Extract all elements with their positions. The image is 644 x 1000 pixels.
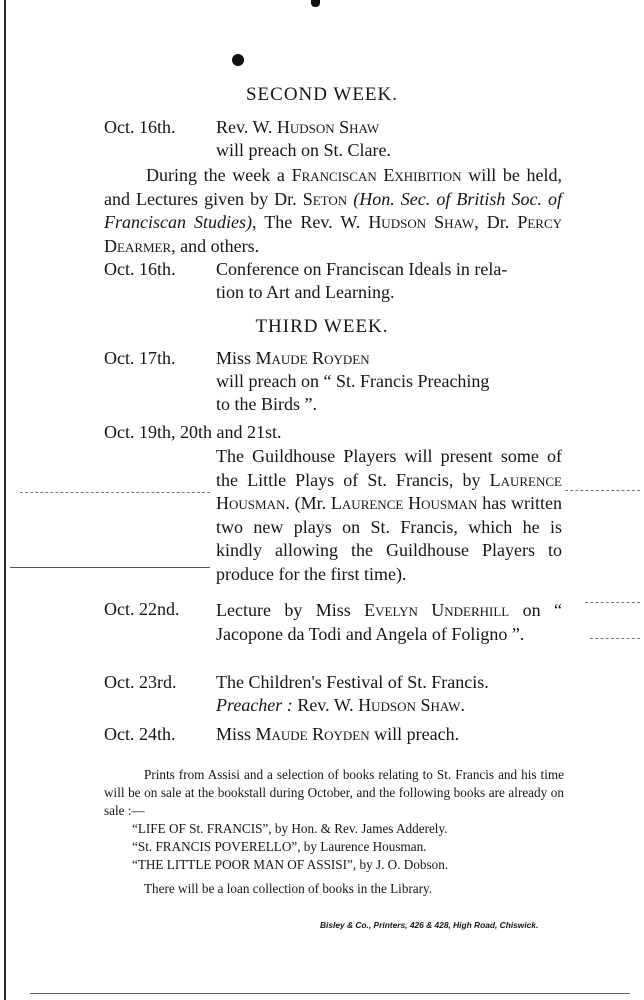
guildhouse-players-paragraph xyxy=(216,445,562,586)
exhibition-paragraph xyxy=(104,164,562,258)
players-text-c: has written two new plays on St. Francis, which he is kindly allowing the Guildhouse Players to produce for the first time). xyxy=(216,493,562,584)
exhibition-text-d: , The Rev. W. xyxy=(252,212,369,232)
prints-notice: Prints from Assisi and a selection of books relating to St. Francis and his time will be on sale at the bookstall during October, and the following books are already on sale :— xyxy=(104,767,564,818)
oct22-text-a: Lecture by Miss xyxy=(216,600,365,620)
oct23-date-label: Oct. 23rd. xyxy=(104,672,177,692)
oct24-miss-text: Miss xyxy=(216,724,256,744)
exhibition-text-a: During the week a xyxy=(146,165,292,185)
oct16-conference-date: Oct. 16th. xyxy=(104,259,176,279)
left-edge-rule xyxy=(4,0,6,1000)
oct24-preach-line xyxy=(216,724,459,745)
oct17-birds-line: to the Birds ”. xyxy=(216,394,317,414)
exhibition-title: Franciscan Exhibition xyxy=(291,165,462,185)
laurence-housman-name: Laurence Housman xyxy=(216,469,562,513)
oct17-date-label: Oct. 17th. xyxy=(104,348,176,368)
exhibition-text-b: will be held, and Lectures given by Dr. xyxy=(104,165,563,209)
conference-line-2: tion to Art and Learning. xyxy=(216,282,395,302)
scan-artifact-line xyxy=(20,492,210,493)
book-item-2: “St. FRANCIS POVERELLO”, by Laurence Housman. xyxy=(132,839,427,854)
oct23-rev-text: Rev. W. xyxy=(292,695,359,715)
scan-artifact-line xyxy=(10,567,210,568)
conference-line-1: Conference on Franciscan Ideals in rela- xyxy=(216,259,508,279)
oct23-preacher-name: Hudson Shaw xyxy=(358,695,461,715)
oct16-preach-line: will preach on St. Clare. xyxy=(216,140,391,160)
oct23-preacher-line xyxy=(216,695,465,716)
book-item-3: “THE LITTLE POOR MAN OF ASSISI”, by J. O. Dobson. xyxy=(132,857,449,872)
oct17-preacher-name: Maude Royden xyxy=(255,348,370,368)
loan-collection-notice: There will be a loan collection of books in the Library. xyxy=(144,881,433,896)
oct17-miss-text: Miss xyxy=(216,348,256,368)
players-text-a: The Guildhouse Players will present some of the Little Plays of St. Francis, by xyxy=(216,446,562,490)
printer-imprint: Bisley & Co., Printers, 426 & 428, High Road, Chiswick. xyxy=(320,920,539,930)
laurence-housman-name-2: Laurence Housman xyxy=(330,493,478,513)
exhibition-text-f: , and others. xyxy=(171,235,260,256)
oct24-date-label: Oct. 24th. xyxy=(104,724,176,744)
book-item-1: “LIFE OF St. FRANCIS”, by Hon. & Rev. James Adderely. xyxy=(132,821,448,836)
oct16-preacher-line xyxy=(216,117,379,138)
scan-artifact-line xyxy=(590,638,640,639)
ink-blot xyxy=(232,54,244,66)
players-text-b: . (Mr. xyxy=(285,493,331,513)
oct22-lecture-paragraph xyxy=(216,599,562,646)
second-week-heading: SECOND WEEK. xyxy=(245,84,399,105)
oct24-will-preach: will preach. xyxy=(369,724,460,744)
seton-name: Seton xyxy=(302,188,348,209)
oct16-date-label: Oct. 16th. xyxy=(104,117,176,137)
evelyn-underhill-name: Evelyn Underhill xyxy=(364,600,510,620)
oct22-text-b: on “ Jacopone da Todi and Angela of Foligno ”. xyxy=(216,600,562,644)
ink-blot-top xyxy=(311,0,320,7)
preacher-label: Preacher : xyxy=(216,695,293,715)
bottom-edge-rule xyxy=(30,993,630,994)
percy-dearmer-name: Percy Dearmer xyxy=(104,212,563,256)
scan-artifact-line xyxy=(565,490,640,491)
exhibition-text-e: , Dr. xyxy=(474,212,518,232)
oct16-rev-text: Rev. W. xyxy=(216,117,277,137)
oct24-preacher-name: Maude Royden xyxy=(255,724,370,744)
oct19-21-date-line: Oct. 19th, 20th and 21st. xyxy=(104,422,282,442)
oct17-preach-line: will preach on “ St. Francis Preaching xyxy=(216,371,490,391)
oct23-period: . xyxy=(460,695,465,715)
third-week-heading: THIRD WEEK. xyxy=(255,316,389,337)
oct16-preacher-name: Hudson Shaw xyxy=(276,117,380,137)
oct17-preacher-line xyxy=(216,348,370,369)
childrens-festival-line: The Children's Festival of St. Francis. xyxy=(216,672,489,692)
scan-artifact-line xyxy=(585,602,640,603)
oct22-date-label: Oct. 22nd. xyxy=(104,599,180,619)
seton-role: (Hon. Sec. of British Soc. of Franciscan Studies) xyxy=(104,188,562,232)
hudson-shaw-name: Hudson Shaw xyxy=(368,212,475,232)
